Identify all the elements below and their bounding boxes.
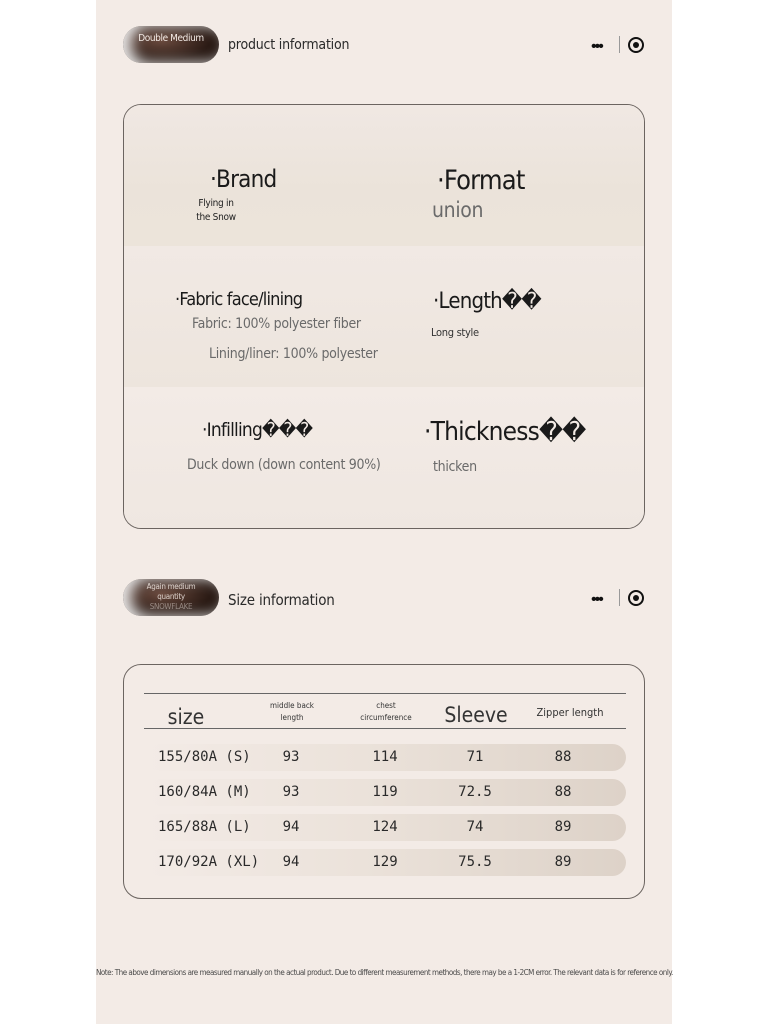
fabric-label: ·Fabric face/lining bbox=[175, 289, 303, 310]
target-icon[interactable] bbox=[628, 590, 644, 606]
divider bbox=[619, 36, 620, 53]
cell-size: 165/88A (L) bbox=[158, 819, 251, 835]
table-row bbox=[146, 814, 626, 841]
col-header-zipper: Zipper length bbox=[536, 706, 604, 719]
product-info-header bbox=[123, 26, 643, 66]
cell-chest: 114 bbox=[372, 749, 398, 765]
cell-back-length: 93 bbox=[282, 749, 300, 765]
col-header-size: size bbox=[167, 705, 205, 729]
measurement-note: Note: The above dimensions are measured manually on the actual product. Due to different measurement methods, there may be a 1-2CM error. The relevant data is for reference only. bbox=[96, 968, 673, 977]
target-icon[interactable] bbox=[628, 37, 644, 53]
cell-size: 160/84A (M) bbox=[158, 784, 251, 800]
fabric-value: Fabric: 100% polyester fiber bbox=[192, 316, 361, 332]
col-header-chest: chest circumference bbox=[360, 701, 412, 722]
section-title: Size information bbox=[228, 591, 335, 609]
cell-size: 170/92A (XL) bbox=[158, 854, 260, 870]
cell-chest: 119 bbox=[372, 784, 398, 800]
length-label: ·Length�� bbox=[433, 289, 541, 314]
section-badge bbox=[123, 579, 219, 616]
cell-sleeve: 75.5 bbox=[458, 854, 492, 870]
col-header-back-length: middle back length bbox=[270, 701, 314, 722]
table-row bbox=[146, 849, 626, 876]
size-table-card bbox=[123, 664, 645, 899]
cell-sleeve: 71 bbox=[466, 749, 484, 765]
badge-line-3: SNOWFLAKE bbox=[149, 602, 193, 611]
col-header-sleeve: Sleeve bbox=[444, 703, 508, 727]
more-dots-icon[interactable]: ••• bbox=[591, 38, 602, 55]
cell-zipper: 89 bbox=[554, 819, 572, 835]
brand-value-line: Snow bbox=[212, 212, 236, 223]
cell-back-length: 94 bbox=[282, 819, 300, 835]
brand-label: ·Brand bbox=[210, 165, 277, 193]
size-info-header bbox=[123, 579, 643, 619]
badge-line-1: Double Medium bbox=[138, 33, 204, 44]
format-label: ·Format bbox=[437, 165, 525, 196]
cell-chest: 124 bbox=[372, 819, 398, 835]
cell-size: 155/80A (S) bbox=[158, 749, 251, 765]
cell-zipper: 89 bbox=[554, 854, 572, 870]
cell-zipper: 88 bbox=[554, 784, 572, 800]
badge-line-1: Again medium bbox=[146, 582, 196, 591]
thickness-label: ·Thickness�� bbox=[424, 417, 586, 447]
cell-sleeve: 74 bbox=[466, 819, 484, 835]
cell-chest: 129 bbox=[372, 854, 398, 870]
lining-value: Lining/liner: 100% polyester bbox=[209, 346, 378, 362]
table-row bbox=[146, 779, 626, 806]
cell-zipper: 88 bbox=[554, 749, 572, 765]
section-title: product information bbox=[228, 37, 350, 53]
brand-value bbox=[194, 197, 238, 225]
format-value: union bbox=[432, 198, 484, 222]
product-detail-page bbox=[96, 0, 672, 1024]
cell-back-length: 94 bbox=[282, 854, 300, 870]
table-header-rule bbox=[144, 728, 626, 729]
brand-value-line: Flying in the bbox=[196, 198, 234, 223]
length-value: Long style bbox=[431, 326, 479, 339]
thickness-value: thicken bbox=[433, 459, 477, 475]
divider bbox=[619, 589, 620, 606]
more-dots-icon[interactable]: ••• bbox=[591, 591, 602, 608]
cell-sleeve: 72.5 bbox=[458, 784, 492, 800]
table-top-rule bbox=[144, 693, 626, 694]
infilling-label: ·Infilling��� bbox=[202, 419, 313, 441]
table-row bbox=[146, 744, 626, 771]
section-badge bbox=[123, 26, 219, 63]
badge-line-2: quantity bbox=[157, 592, 185, 601]
infilling-value: Duck down (down content 90%) bbox=[187, 457, 381, 473]
cell-back-length: 93 bbox=[282, 784, 300, 800]
product-attributes-card bbox=[123, 104, 645, 529]
